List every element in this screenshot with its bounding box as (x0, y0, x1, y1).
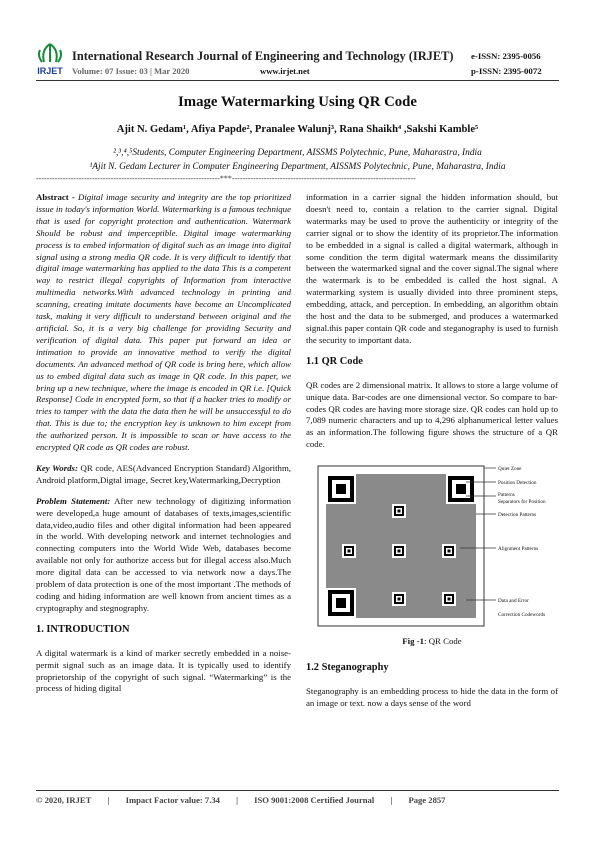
footer-iso: ISO 9001:2008 Certified Journal (254, 795, 375, 805)
footer-copyright: © 2020, IRJET (36, 795, 92, 805)
abstract-label: Abstract - (36, 192, 78, 202)
abstract-text: Digital image security and integrity are the top prioritized issue in today's information World. Watermarking is a famous technique that is used for copyright protection and authentication. Watermark Should be robust and imperceptible. Digital image watermarking process is to embed information of digital such as an image into digital signal using a strong media QR code. It is very difficult to identify that digital image watermarking has applied to the data This is a competent way to restrict illegal copyrights of Information from interactive multimedia networks.With advanced technology in printing and scanning, creating imitate documents have become an Uncomplicated task, making it very difficult to understand between original and the artificial. So, it is a very big challenge for providing Security and verification of digital data. This paper put forward an idea or intimation to provide an innovative method to verify the digital documents. An advanced method of QR code is bring here, which allow us to embed digital data such as image in QR code. In this paper, we bring up a new technique, where the image is encoded in QR i.e. [Quick Response] Code in encrypted form, so that if a hacker tries to modify or tries to tamper with the data the data then he will be unsuccessful to do that. This is due to; the encryption key is unknown to him except from the authorized person. It is impossible to scan or have access to the encrypted QR code as QR codes are robust. (36, 192, 291, 453)
label-data-error: Data and Error (498, 598, 529, 605)
affiliation-lecturer: ¹Ajit N. Gedam Lecturer in Computer Engineering Department, AISSMS Polytechnic, Pune, Maharastra, India (89, 162, 506, 172)
footer-page: Page 2857 (408, 795, 446, 805)
intro-paragraph-1: A digital watermark is a kind of marker secretly embedded in a noise-permit signal such as an image data. It is typically used to identify proprietorship of the copyright of such signal. “Watermarking” is the process of hiding digital (36, 647, 291, 694)
steg-heading: 1.2 Steganography (306, 662, 389, 674)
right-column (306, 192, 558, 719)
affiliation-students: ²,³,⁴,⁵Students, Computer Engineering Department, AISSMS Polytechnic, Pune, Maharastra, India (113, 148, 482, 158)
caption-text: : QR Code (424, 636, 462, 647)
keywords-label: Key Words: (36, 462, 78, 473)
p-issn: p-ISSN: 2395-0072 (471, 66, 542, 76)
label-correction-codewords: Correction Codewords (498, 612, 546, 619)
journal-logo (30, 40, 70, 78)
keywords-text: QR code, AES(Advanced Encryption Standard) Algorithm, Android platform,Digtal image, Secret key,Watermarking,Decryption (36, 462, 291, 485)
volume-issue: Volume: 07 Issue: 03 | Mar 2020 (72, 66, 190, 76)
logo-text: IRJET (37, 66, 63, 76)
qr-heading: 1.1 QR Code (306, 355, 363, 367)
figure-caption (306, 636, 558, 648)
qr-structure-diagram (306, 460, 560, 632)
footer-sep-2: | (236, 795, 239, 805)
journal-title: International Research Journal of Engineering and Technology (IRJET) (72, 49, 454, 63)
intro-paragraph-2: information in a carrier signal the hidden information should, but doesn't need to, contain a relation to the carrier signal. Digital watermarks may be used to prove the authenticity or integrity of the carrier signal or to show the identity of its proprietor.The information to be embedded in a signal is called a digital watermark, although in some condition the term digital watermark means the dissimilarity between the watermarked signal and the cover signal.The signal where the watermark is to be embedded is called the host signal. A watermarking system is usually divided into three prominent steps, embedding, attack, and perception. In embedding, an algorithm obtain the host and the data to be submerged, and produces a watermarked signal.this paper contain QR code and steganography is used to furnish the security to important data. (306, 192, 558, 345)
problem-statement (36, 496, 291, 615)
label-position-detection: Position Detection (498, 480, 537, 487)
header-rule (36, 80, 559, 81)
paper-title: Image Watermarking Using QR Code (178, 94, 417, 110)
problem-label: Problem Statement: (36, 495, 111, 506)
left-column (36, 192, 291, 704)
problem-text: After new technology of digitizing information were developed,a huge amount of databases of texts,images,scientific data,video,audio files and other digital information had been appeared in the world. With developing network and internet technologies and connecting computers into the World Wide Web, databases become available not only for authorize access but for illegal access also.Much more digital data can be accessed to via network now a days.The problem of data protection is one of the most important .The methods of coding and hiding information are well known from ancient times as a cryptography and stegnography. (36, 495, 291, 613)
footer-rule (36, 790, 559, 791)
qr-paragraph: QR codes are 2 dimensional matrix. It allows to store a large volume of unique data. Bar-codes are one dimensional vector. So compare to bar-codes QR codes are having more storage size. QR codes can hold up to 7,089 numeric characters and up to 4,296 alphanumerical letter values as an information.The following figure shows the structure of a QR code. (306, 379, 558, 450)
keywords (36, 463, 291, 487)
label-quiet-zone: Quiet Zone (498, 466, 522, 473)
footer-impact: Impact Factor value: 7.34 (125, 795, 220, 805)
page-footer (36, 795, 559, 805)
steg-paragraph: Steganography is an embedding process to hide the data in the form of an image or text. now a days sense of the word (306, 685, 558, 708)
label-detection-patterns: Detection Patterns (498, 512, 537, 519)
section-separator: ---------------------------------------------------------------------***--------------------------------------------------------------------- (36, 174, 416, 183)
label-alignment-patterns: Alignment Patterns (498, 546, 539, 553)
intro-heading: 1. INTRODUCTION (36, 623, 130, 635)
e-issn: e-ISSN: 2395-0056 (471, 51, 541, 61)
label-separators: Separators for Position (498, 499, 546, 506)
abstract (36, 192, 291, 454)
label-patterns: Patterns (498, 492, 515, 499)
journal-url[interactable]: www.irjet.net (260, 66, 310, 76)
author-list: Ajit N. Gedam¹, Afiya Papde², Pranalee Walunj³, Rana Shaikh⁴ ,Sakshi Kamble⁵ (116, 124, 479, 135)
caption-label: Fig -1 (402, 636, 425, 647)
footer-sep-1: | (107, 795, 110, 805)
footer-sep-3: | (390, 795, 393, 805)
qr-figure (306, 460, 560, 632)
